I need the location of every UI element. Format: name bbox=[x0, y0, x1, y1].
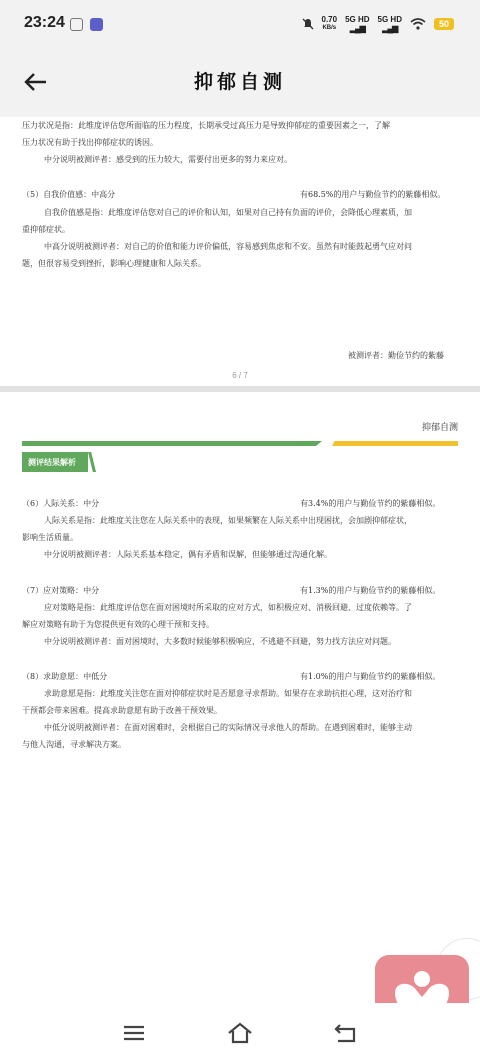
sim1-signal: 5G HD ▂▄▆ bbox=[345, 15, 370, 33]
intro-text-2: 压力状况有助于找出抑郁症状的诱因。 bbox=[22, 138, 158, 147]
item5-heading: （5）自我价值感：中高分 bbox=[22, 190, 116, 199]
item8-text-3: 中低分说明被测评者：在面对困难时，会根据自己的实际情况寻求他人的帮助。在遇到困难时，能够主动 bbox=[44, 723, 412, 732]
item8-text-4: 与他人沟通，寻求解决方案。 bbox=[22, 740, 126, 749]
status-bar bbox=[0, 0, 480, 52]
back-icon[interactable] bbox=[332, 1019, 360, 1047]
net-speed: 0.70 KB/s bbox=[321, 15, 338, 31]
item8-text-1: 求助意愿是指：此维度关注您在面对抑郁症状时是否愿意寻求帮助。如果存在求助抗拒心理，这对治疗和 bbox=[44, 689, 412, 698]
item7-similar: 有1.3%的用户与勤俭节约的紫藤相似。 bbox=[300, 586, 441, 595]
item7-text-1: 应对策略是指：此维度评估您在面对困境时所采取的应对方式，如积极应对、消极回避、过度依赖等。了 bbox=[44, 603, 412, 612]
item5-similar: 有68.5%的用户与勤俭节约的紫藤相似。 bbox=[300, 190, 446, 199]
item7-text-3: 中分说明被测评者：面对困境时，大多数时候能够积极响应，不逃避不回避，努力找方法应对问题。 bbox=[44, 637, 396, 646]
item7-heading: （7）应对策略：中分 bbox=[22, 586, 100, 595]
app-notification-icon bbox=[90, 18, 103, 31]
item8-similar: 有1.0%的用户与勤俭节约的紫藤相似。 bbox=[300, 672, 441, 681]
item6-text-3: 中分说明被测评者：人际关系基本稳定，偶有矛盾和误解，但能够通过沟通化解。 bbox=[44, 550, 332, 559]
page-number: 6 / 7 bbox=[232, 371, 248, 380]
page-divider bbox=[0, 386, 480, 392]
item5-text-1: 自我价值感是指：此维度评估您对自己的评价和认知，如果对自己持有负面的评价，会降低心理素质，加 bbox=[44, 208, 412, 217]
intro-text-3: 中分说明被测评者：感受到的压力较大，需要付出更多的努力来应对。 bbox=[44, 155, 292, 164]
battery-indicator: 50 bbox=[434, 18, 454, 30]
system-nav-bar bbox=[0, 1003, 480, 1061]
item6-text-1: 人际关系是指：此维度关注您在人际关系中的表现，如果频繁在人际关系中出现困扰，会加剧抑郁症状， bbox=[44, 516, 412, 525]
sim2-signal: 5G HD ▂▄▆ bbox=[377, 15, 402, 33]
item7-text-2: 解应对策略有助于为您提供更有效的心理干预和支持。 bbox=[22, 620, 214, 629]
tester-name: 被测评者：勤俭节约的紫藤 bbox=[348, 351, 444, 360]
item8-text-2: 干预都会带来困难。提高求助意愿有助于改善干预效果。 bbox=[22, 706, 222, 715]
item5-text-4: 题，但很容易受到挫折，影响心理健康和人际关系。 bbox=[22, 259, 206, 268]
section-tag: 测评结果解析 bbox=[22, 452, 88, 472]
item5-text-2: 重抑郁症状。 bbox=[22, 225, 70, 234]
report-page-6 bbox=[0, 117, 480, 386]
item6-heading: （6）人际关系：中分 bbox=[22, 499, 100, 508]
item6-text-2: 影响生活质量。 bbox=[22, 533, 78, 542]
header-bar-yellow bbox=[332, 441, 458, 446]
item5-text-3: 中高分说明被测评者：对自己的价值和能力评价偏低，容易感到焦虑和不安。虽然有时能鼓起勇气应对问 bbox=[44, 242, 412, 251]
wifi-icon bbox=[410, 18, 426, 30]
intro-text-1: 压力状况是指：此维度评估您所面临的压力程度，长期承受过高压力是导致抑郁症的重要因素之一，了解 bbox=[22, 121, 390, 130]
mute-icon bbox=[302, 18, 314, 30]
header-bar-green bbox=[22, 441, 322, 446]
status-time: 23:24 bbox=[24, 14, 65, 31]
item8-heading: （8）求助意愿：中低分 bbox=[22, 672, 108, 681]
notification-icon bbox=[70, 18, 83, 31]
home-icon[interactable] bbox=[226, 1019, 254, 1047]
item6-similar: 有3.4%的用户与勤俭节约的紫藤相似。 bbox=[300, 499, 441, 508]
app-bar bbox=[0, 52, 480, 117]
page7-header: 抑郁自测 bbox=[421, 423, 458, 433]
menu-icon[interactable] bbox=[120, 1019, 148, 1047]
page-title: 抑郁自测 bbox=[193, 71, 286, 93]
section-tag-tail bbox=[88, 452, 96, 472]
